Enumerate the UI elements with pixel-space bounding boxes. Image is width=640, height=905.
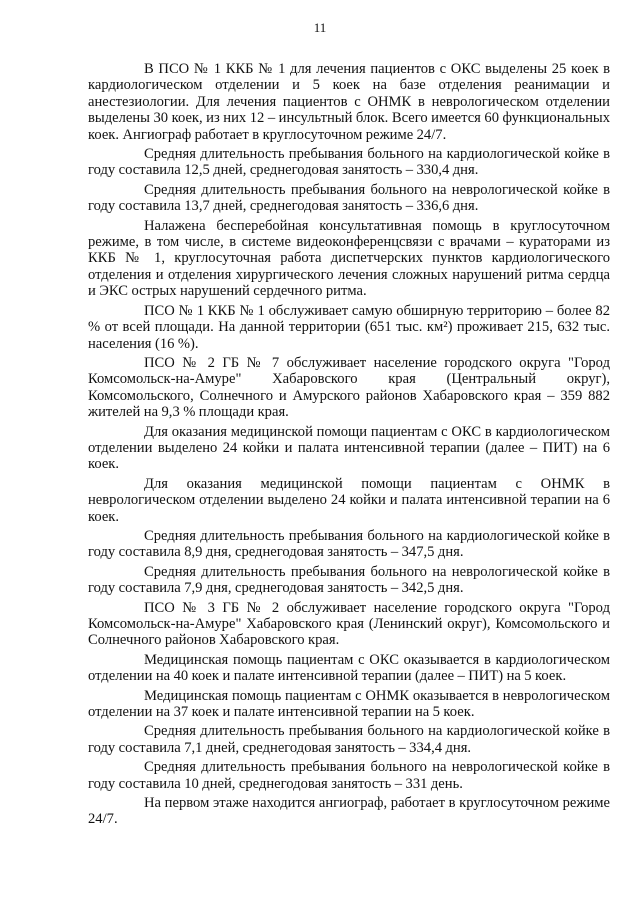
paragraph: На первом этаже находится ангиограф, работает в круглосуточном режиме 24/7. <box>88 795 610 828</box>
paragraph: ПСО № 3 ГБ № 2 обслуживает население городского округа "Город Комсомольск-на-Амуре" Хабаровского края (Ленинский округ), Комсомольского и Солнечного районов Хабаровского края. <box>88 599 610 649</box>
paragraph: Средняя длительность пребывания больного на неврологической койке в году составила 10 дней, среднегодовая занятость – 331 день. <box>88 759 610 792</box>
page-number: 11 <box>313 20 327 35</box>
document-body <box>88 61 610 828</box>
paragraph: Налажена бесперебойная консультативная помощь в круглосуточном режиме, в том числе, в системе видеоконференцсвязи с врачами – кураторами из ККБ № 1, круглосуточная работа диспетчерских пунктов кардиологического отделения и отделения хирургического лечения сложных нарушений ритма сердца и ЭКС острых нарушений сердечного ритма. <box>88 217 610 300</box>
paragraph: ПСО № 2 ГБ № 7 обслуживает население городского округа "Город Комсомольск-на-Амуре" Хабаровского края (Центральный округ), Комсомольского, Солнечного и Амурского районов Хабаровского края – 359 882 жителей на 9,3 % площади края. <box>88 354 610 421</box>
paragraph: Для оказания медицинской помощи пациентам с ОКС в кардиологическом отделении выделено 24 койки и палата интенсивной терапии (далее – ПИТ) на 6 коек. <box>88 423 610 473</box>
paragraph: Медицинская помощь пациентам с ОКС оказывается в кардиологическом отделении на 40 коек и палате интенсивной терапии (далее – ПИТ) на 5 коек. <box>88 651 610 685</box>
paragraph: Медицинская помощь пациентам с ОНМК оказывается в неврологическом отделении на 37 коек и палате интенсивной терапии на 5 коек. <box>88 687 610 721</box>
paragraph: Средняя длительность пребывания больного на неврологической койке в году составила 7,9 дня, среднегодовая занятость – 342,5 дня. <box>88 563 610 597</box>
paragraph: В ПСО № 1 ККБ № 1 для лечения пациентов с ОКС выделены 25 коек в кардиологическом отделении и 5 коек на базе отделения реанимации и анестезиологии. Для лечения пациентов с ОНМК в неврологическом отделении выделены 30 коек, из них 12 – инсультный блок. Всего имеется 60 функциональных коек. Ангиограф работает в круглосуточном режиме 24/7. <box>88 61 610 143</box>
paragraph: ПСО № 1 ККБ № 1 обслуживает самую обширную территорию – более 82 % от всей площади. На данной территории (651 тыс. км²) проживает 215, 632 тыс. населения (16 %). <box>88 302 610 352</box>
paragraph: Для оказания медицинской помощи пациентам с ОНМК в неврологическом отделении выделено 24 койки и палата интенсивной терапии на 6 коек. <box>88 475 610 525</box>
paragraph: Средняя длительность пребывания больного на кардиологической койке в году составила 12,5 дней, среднегодовая занятость – 330,4 дня. <box>88 146 610 179</box>
paragraph: Средняя длительность пребывания больного на кардиологической койке в году составила 8,9 дня, среднегодовая занятость – 347,5 дня. <box>88 527 610 561</box>
paragraph: Средняя длительность пребывания больного на неврологической койке в году составила 13,7 дней, среднегодовая занятость – 336,6 дня. <box>88 181 610 215</box>
paragraph: Средняя длительность пребывания больного на кардиологической койке в году составила 7,1 дней, среднегодовая занятость – 334,4 дня. <box>88 723 610 756</box>
